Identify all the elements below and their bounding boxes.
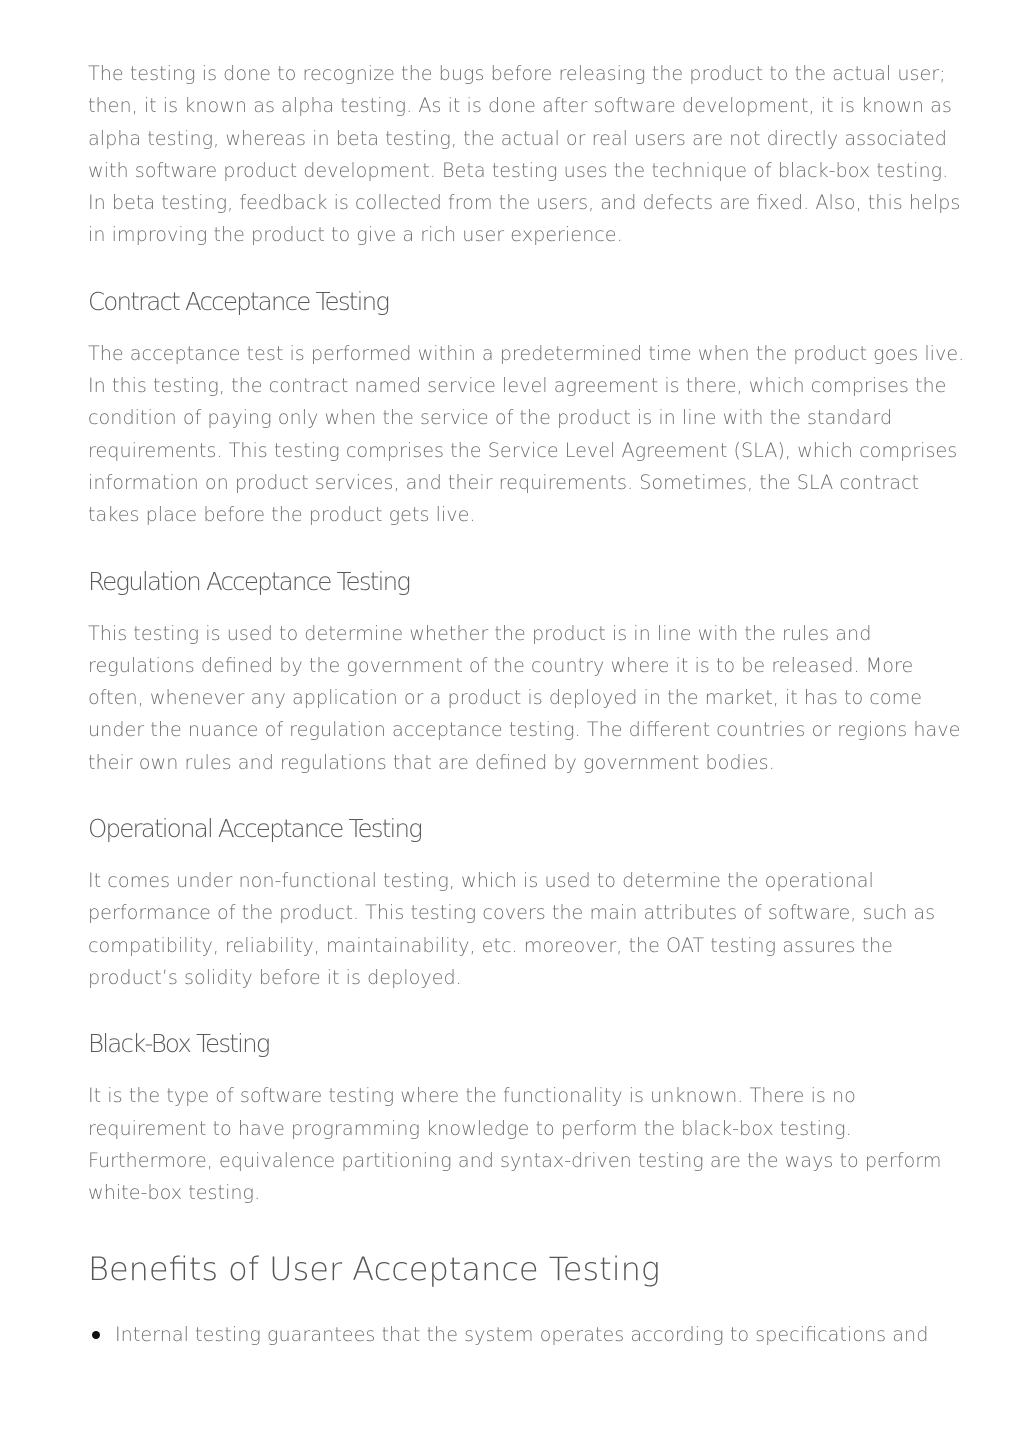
list-item [88,1319,968,1351]
list-item-text: Internal testing guarantees that the system operates according to specifications and [115,1323,929,1347]
section-body-regulation: This testing is used to determine whether the product is in line with the rules and regulations defined by the government of the country where it is to be released. More often, whenever any application or a product is deployed in the market, it has to come under the nuance of regulation acceptance testing. The different countries or regions have their own rules and regulations that are defined by government bodies. [88,621,961,774]
section-heading-regulation: Regulation Acceptance Testing [88,566,410,596]
section-heading-contract: Contract Acceptance Testing [88,286,389,316]
section-body-black-box: It is the type of software testing where the functionality is unknown. There is no requirement to have programming knowledge to perform the black-box testing. Furthermore, equivalence partitioning and syntax-driven testing are the ways to perform white-box testing. [88,1084,942,1205]
intro-paragraph: The testing is done to recognize the bugs before releasing the product to the actual user; then, it is known as alpha testing. As it is done after software development, it is known as alpha testing, whereas in beta testing, the actual or real users are not directly associated with software product development. Beta testing uses the technique of black-box testing. In beta testing, feedback is collected from the users, and defects are fixed. Also, this helps in improving the product to give a rich user experience. [88,62,961,247]
article-content [88,58,968,1352]
section-body-operational: It comes under non-functional testing, which is used to determine the operational performance of the product. This testing covers the main attributes of software, such as compatibility, reliability, maintainability, etc. moreover, the OAT testing assures the product’s solidity before it is deployed. [88,869,936,989]
section-heading-black-box: Black-Box Testing [88,1029,269,1059]
section-body-contract: The acceptance test is performed within a predetermined time when the product goes live. In this testing, the contract named service level agreement is there, which comprises the condition of paying only when the service of the product is in line with the standard requirements. This testing comprises the Service Level Agreement (SLA), which comprises information on product services, and their requirements. Sometimes, the SLA contract takes place before the product gets live. [88,341,965,527]
benefits-list [88,1319,968,1351]
benefits-heading: Benefits of User Acceptance Testing [88,1250,661,1289]
bullet-icon [92,1331,100,1339]
section-heading-operational: Operational Acceptance Testing [88,814,422,844]
